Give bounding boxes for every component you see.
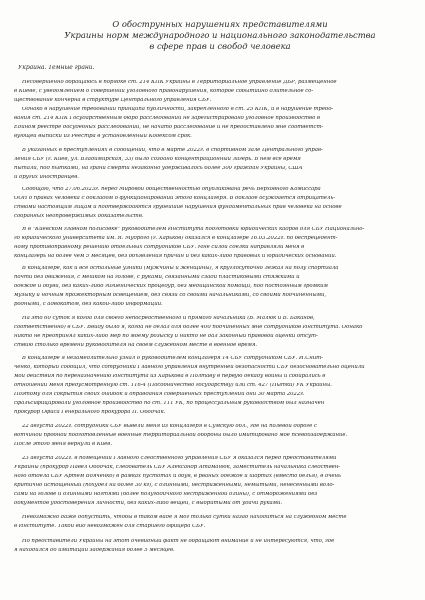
- body-line: родными, с адвокатом, без какой-либо информации.: [14, 302, 163, 307]
- body-line: вания ст. 214 КПК Государственным бюро расследований не зарегистрировано уголовное производство в: [14, 116, 320, 121]
- body-line: На это 60 суток я когда для своего непосредственного и прямого начальника (В. Малюк и В. Баканов,: [22, 316, 315, 321]
- salutation: Украина. Темные грани.: [18, 65, 95, 71]
- body-line: одежде и обуви, без каких-либо гигиенических процедур, без медицинской помощи, под постоянным громким: [14, 284, 328, 289]
- body-line: Едином реестре досудебных расследований, не начато расследование и не предоставлено мне соответст-: [14, 125, 324, 130]
- body-line: го юридического университета им. Я. Мудрого (г. Харьков) оказался в концлагере 16.03.2022г. по беспрецедент-: [14, 236, 338, 241]
- body-line: концлагерь на более чем 5 месяцев, без объявления причин и без каких-либо правовых и юридических оснований.: [14, 254, 337, 259]
- body-line: ствию столько времени руководителя на своем служебном месте в военное время.: [14, 343, 257, 348]
- body-line: Поэтому для сокрытия своих ошибок и оправдания совершенных преступлений они 30 марта 2022г.: [14, 392, 305, 397]
- body-line: Но представители Украины на этот очевидный факт не обращают внимание и не интересуются, что, где: [22, 539, 335, 544]
- body-line: ООН о правах человека с докладом о функционировании этого концлагеря. В докладе осуждается отрицатель-: [14, 196, 335, 201]
- body-line: сфальсифицировали уголовное производство по ст. 111 УК, по процессуальным руководством был назначен: [14, 401, 325, 406]
- body-line: Украины (прокурор Павел Ободчак, следователь СБУ Александр Атаманюк, заместитель начальника следствен-: [14, 465, 340, 470]
- body-line: сами на голове и длинными ногтями (более полугодичного нестриженной длины), с отморожениями без: [14, 492, 318, 497]
- title-line-1: О обострунных нарушениях представителями: [112, 19, 328, 29]
- body-line: В указанных в преступлениях в сообщении, что в марте 2022г. в спортивном зале Центрального управ-: [22, 148, 323, 153]
- body-line: отношении меня предусмотренную ст. 116-4 (Пособничество государству) или ст. 427 (Пытки) УК Украины.: [14, 383, 332, 388]
- body-line: После этого меня вернули в Киев.: [14, 442, 112, 447]
- title-line-3: в сфере прав и свобод человека: [149, 41, 291, 51]
- body-line: В концлагере я незамедлительно узнал о руководителем концлагеря 14 СБУ сотрудником СБУ. И.Снит-: [22, 356, 323, 361]
- body-line: документов удостоверения личности, без каких-либо вещей, с выбритыми от удачи руками.: [14, 501, 283, 506]
- body-line: ного отдела СБУ Артём Вояченко) в рамках пустотах и обув, в рваных одежде и шортах (вместо белья), в очень: [14, 474, 341, 479]
- body-line: критично истощенный (похудел на более 30 кг), с длинными, нестриженными, немытыми, ненесенными воло-: [14, 483, 335, 488]
- body-line: 23 августа 2022г. в помещении Главного следственного управления СБУ я оказался перед представителями: [22, 456, 337, 461]
- body-line: собранных неопровержимых доказательств.: [14, 214, 144, 219]
- body-line: никто не предпринял каких-либо мер по моему розыску и никто не дал законный правовой оценки отсут-: [14, 334, 318, 339]
- body-line: в Институте. Такой вид невозможен для старшего офицера СБУ.: [14, 524, 206, 529]
- body-line: Я в "Киевском главном полисовке" руководителем Института подготовки юридических кадров для СБУ Национально-: [22, 227, 365, 232]
- body-line: вующей выписки из Реестра в установленный Кодексом срок.: [14, 134, 192, 139]
- body-line: мои действия по переназначению Института из Харькова в Полтаву в первую декаду войны и собирались в: [14, 374, 326, 379]
- body-line: Несовершенно обращаюсь в порядке ст. 214 КПК Украины в Территориальное управление ДБР, размещенное: [22, 80, 337, 85]
- title-line-2: Украины норм международного и национального законодательства: [64, 30, 376, 40]
- body-line: ствами настоящим лицам и подтверждаются грубейшие нарушения фундаментальных прав человека на основе: [14, 205, 342, 210]
- body-line: ченко, который сообщил, что сотрудники Главного управления внутренней безопасности СБУ безосновательно оценили: [14, 365, 365, 370]
- body-line: я находился до имитации задержания более 5 месяцев.: [14, 548, 175, 553]
- body-line: и других иностранцев.: [14, 175, 79, 180]
- body-line: ществование кончерна в структуре Центрального управления СБУ.: [14, 98, 212, 103]
- body-line: Сообщаю, что 27.06.2023г. перед Мировой общественностью опубликована речь Верховного Комиссара: [22, 187, 321, 192]
- body-line: вотчиной пробной подготовленные военные территориальной обороны было имитировано мое псевдозадержание.: [14, 433, 348, 438]
- body-line: музыку и ночным прожекторным освещением, без связи со своими начальниками, со своими подчиненными,: [14, 293, 327, 298]
- body-line: соответственно) в СБУ. Ввиду было я, когда не делал для более 400 подчиненных мне сотрудников Института. Однако: [14, 325, 363, 330]
- body-line: 22 августа 2022г. сотрудники СБУ вывели меня из концлагеря в Сумскую обл., где на полевой дороге с: [22, 424, 317, 429]
- body-line: ному противоправному решению отдельных сотрудников СБУ. Мне силой сделки направляли меня в: [14, 245, 305, 250]
- body-line: ления СБУ (г. Киев, ул. Владимирская, 33) было создано концентрационный лагерь. В нем все время: [14, 157, 301, 162]
- body-line: В концлагере, как и все остальные узники (мужчины и женщины), я круглосуточно лежал на полу спортзала: [22, 266, 339, 271]
- body-line: прокурор Офиса Генерального прокурора П. Ободчак.: [14, 410, 166, 415]
- body-line: почти без движения, с мешком на голове, с руками, связанными сзади пластиковыми стяжками и: [14, 275, 300, 280]
- body-line: Однако в нарушение требований принципа публичности, закрепленного в ст. 25 КПК, и в нарушение требо-: [22, 107, 334, 112]
- body-line: Невозможно даже допустить, чтобы в таком виде я мог только сутки назад находиться на служебном месте: [22, 515, 347, 520]
- body-line: в Киеве, с уведомлением о совершении уголовного правонарушения, которое событийно длительное со-: [14, 89, 314, 94]
- body-line: пытали, под пытками, на грани смерти незаконно удерживалось более 300 граждан Украины, США: [14, 166, 303, 171]
